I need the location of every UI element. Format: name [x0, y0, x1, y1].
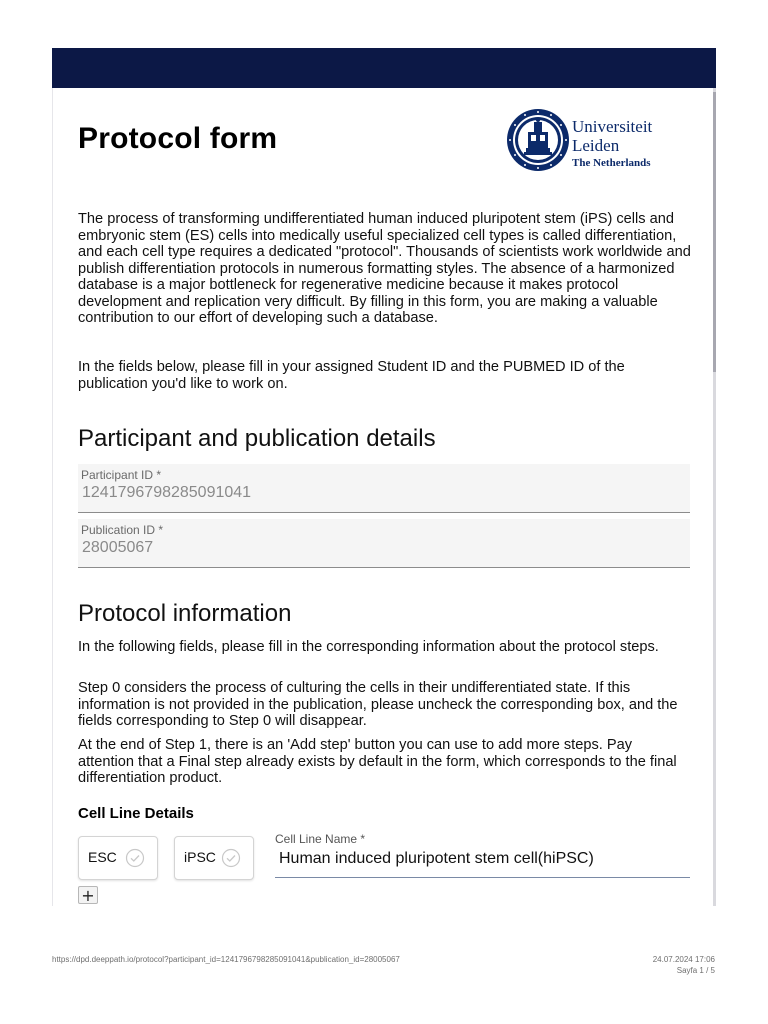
participant-id-label: Participant ID *	[81, 468, 162, 482]
footer-url: https://dpd.deeppath.io/protocol?participant_id=1241796798285091041&publication_id=28005067	[52, 955, 400, 964]
cell-line-name-underline	[275, 877, 690, 878]
ipsc-label: iPSC	[184, 849, 216, 865]
instructions-paragraph: In the fields below, please fill in your assigned Student ID and the PUBMED ID of the publication you'd like to work on.	[78, 359, 625, 392]
cell-line-details-heading: Cell Line Details	[78, 805, 194, 822]
section-heading-protocol: Protocol information	[78, 600, 292, 627]
university-country: The Netherlands	[572, 157, 651, 169]
university-seal-icon	[506, 108, 570, 172]
esc-checkbox-chip[interactable]	[78, 836, 158, 880]
page-title: Protocol form	[78, 122, 278, 155]
esc-label: ESC	[88, 849, 117, 865]
ipsc-checkbox-chip[interactable]	[174, 836, 254, 880]
cell-line-name-label: Cell Line Name *	[275, 832, 366, 846]
section-heading-participant: Participant and publication details	[78, 425, 436, 452]
publication-id-label: Publication ID *	[81, 523, 164, 537]
university-name: Universiteit Leiden	[572, 117, 653, 155]
publication-id-field[interactable]	[78, 519, 690, 568]
cell-line-name-input[interactable]: Human induced pluripotent stem cell(hiPSC)	[279, 850, 594, 867]
add-cell-line-button[interactable]	[78, 886, 98, 904]
page-left-border	[52, 88, 53, 906]
participant-id-field[interactable]	[78, 464, 690, 513]
footer-date: 24.07.2024 17:06	[652, 955, 715, 964]
publication-id-input[interactable]	[82, 539, 672, 557]
participant-id-input[interactable]	[82, 484, 672, 502]
protocol-paragraph-1: In the following fields, please fill in the corresponding information about the protocol steps.	[78, 639, 659, 655]
check-circle-icon	[221, 848, 241, 868]
plus-icon: +	[81, 886, 95, 905]
university-logo	[506, 108, 716, 178]
protocol-paragraph-3: At the end of Step 1, there is an 'Add step' button you can use to add more steps. Pay attention that a Final step already exists by default in the form, which corresponds to the final differentiation product.	[78, 737, 677, 786]
form-page	[52, 48, 716, 906]
top-bar	[52, 48, 716, 88]
footer-page-number: Sayfa 1 / 5	[676, 966, 715, 975]
check-circle-icon	[125, 848, 145, 868]
intro-paragraph: The process of transforming undifferentiated human induced pluripotent stem (iPS) cells and embryonic stem (ES) cells into medically useful specialized cell types is called differentiation, and each cell type requires a dedicated "protocol". Thousands of scientists work worldwide and publish differentiation protocols in numerous formatting styles. The absence of a harmonized database is a major bottleneck for regenerative medicine because it makes protocol development and replication very difficult. By filling in this form, you are making a valuable contribution to our effort of developing such a database.	[78, 211, 691, 326]
protocol-paragraph-2: Step 0 considers the process of culturing the cells in their undifferentiated state. If this information is not provided in the publication, please uncheck the corresponding box, and the fields corresponding to Step 0 will disappear.	[78, 680, 678, 729]
